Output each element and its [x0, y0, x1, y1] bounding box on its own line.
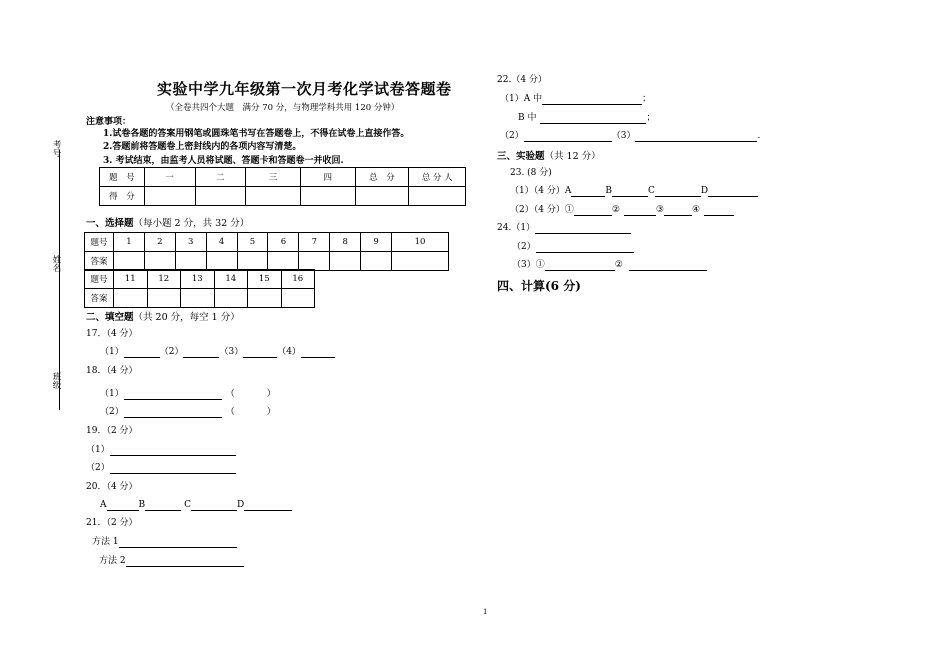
row-label: 答案	[85, 252, 114, 271]
question-number: 3	[175, 233, 206, 252]
score-header: 二	[195, 168, 246, 187]
row-label: 题号	[85, 233, 114, 252]
part-label: B 中	[518, 113, 537, 123]
q22-label: 22.（4 分）	[497, 75, 547, 85]
section1-title: 一、选择题	[86, 218, 134, 229]
part-label: ④	[692, 205, 701, 215]
answer-blank[interactable]	[664, 205, 692, 216]
part-label: ①	[535, 260, 545, 270]
section1-heading	[86, 215, 249, 229]
score-table	[99, 167, 466, 206]
answer-cell[interactable]	[392, 252, 449, 271]
section3-note: （共 12 分）	[544, 151, 601, 162]
part-label: B	[605, 186, 612, 196]
binding-line	[59, 150, 60, 410]
answer-blank[interactable]	[540, 113, 646, 124]
part-label: （1）（4 分）	[510, 186, 565, 196]
part-label: （1）A 中	[500, 94, 543, 104]
section1-note: （每小题 2 分，共 32 分）	[133, 218, 250, 229]
answer-cell[interactable]	[175, 252, 206, 271]
score-header: 题 号	[100, 168, 145, 187]
answer-cell[interactable]	[299, 252, 330, 271]
page-number: 1	[483, 608, 488, 616]
part-label: （2）	[86, 463, 110, 473]
part-label: B	[138, 500, 146, 510]
answer-blank[interactable]	[107, 500, 139, 511]
q19-answer-1	[86, 444, 236, 456]
answer-blank[interactable]	[574, 205, 612, 216]
score-header: 总 分 人	[409, 168, 466, 187]
part-label: C	[184, 500, 192, 510]
choice-table-1	[84, 232, 449, 271]
exam-no-label: 考号	[51, 140, 61, 157]
part-label: 方法 1	[92, 537, 119, 547]
question-number: 11	[114, 270, 148, 289]
score-row-label: 得 分	[100, 187, 145, 206]
q18-label: 18．（4 分）	[86, 366, 138, 376]
answer-cell[interactable]	[147, 289, 181, 308]
answer-cell[interactable]	[206, 252, 237, 271]
question-number: 12	[147, 270, 181, 289]
score-cell[interactable]	[409, 187, 466, 206]
part-label: D	[237, 500, 245, 510]
part-label: ③	[655, 205, 664, 215]
paren-open: （	[225, 407, 235, 417]
part-label: D	[700, 186, 709, 196]
answer-blank[interactable]	[545, 260, 615, 271]
row-label: 题号	[85, 270, 114, 289]
q21-method-2	[99, 555, 244, 567]
part-label: （1）	[100, 347, 124, 357]
score-cell[interactable]	[195, 187, 246, 206]
q18-answer-1	[100, 388, 276, 400]
question-number: 9	[361, 233, 392, 252]
part-label: （3）	[611, 131, 636, 141]
answer-blank[interactable]	[191, 500, 237, 511]
question-number: 8	[330, 233, 361, 252]
part-label: （2）	[500, 131, 524, 141]
answer-blank[interactable]	[119, 537, 237, 548]
score-header: 一	[144, 168, 195, 187]
part-label: 24.（1）	[497, 223, 536, 233]
answer-cell[interactable]	[248, 289, 282, 308]
q22-answer-23	[500, 130, 760, 142]
answer-blank[interactable]	[244, 500, 292, 511]
answer-blank[interactable]	[635, 131, 757, 142]
answer-blank[interactable]	[183, 347, 219, 358]
score-cell[interactable]	[300, 187, 355, 206]
question-number: 14	[214, 270, 248, 289]
part-label: （3）	[219, 347, 244, 357]
part-label: ②	[614, 260, 623, 270]
part-label: C	[647, 186, 655, 196]
semicolon: ；	[642, 94, 652, 104]
question-number: 13	[181, 270, 215, 289]
name-label: 姓名	[51, 255, 61, 272]
part-label: （2）（4 分）	[510, 205, 565, 215]
answer-blank[interactable]	[243, 347, 277, 358]
notes-heading: 注意事项：	[86, 117, 132, 127]
part-label: A	[564, 186, 572, 196]
answer-blank[interactable]	[542, 94, 642, 105]
part-label: （1）	[86, 445, 110, 455]
semicolon: ；	[646, 113, 656, 123]
score-cell[interactable]	[144, 187, 195, 206]
q22-answer-b	[518, 112, 656, 124]
note-item: 2.答题前将答题卷上密封线内的各项内容写清楚。	[103, 142, 302, 152]
q19-label: 19．（2 分）	[86, 426, 138, 436]
answer-cell[interactable]	[281, 289, 315, 308]
q21-label: 21．（2 分）	[86, 518, 138, 528]
question-number: 16	[281, 270, 315, 289]
q20-label: 20．（4 分）	[86, 482, 138, 492]
answer-cell[interactable]	[237, 252, 268, 271]
answer-blank[interactable]	[124, 389, 222, 400]
part-label: （2）	[100, 407, 124, 417]
part-label: 方法 2	[99, 556, 126, 566]
question-number: 5	[237, 233, 268, 252]
part-label: ①	[564, 205, 574, 215]
paren-open: （	[225, 389, 235, 399]
answer-blank[interactable]	[524, 131, 612, 142]
q22-answer-a	[500, 93, 651, 105]
answer-blank[interactable]	[708, 186, 758, 197]
answer-blank[interactable]	[124, 407, 222, 418]
answer-cell[interactable]	[114, 289, 148, 308]
answer-blank[interactable]	[535, 223, 631, 234]
answer-blank[interactable]	[629, 260, 707, 271]
question-number: 1	[114, 233, 145, 252]
answer-cell[interactable]	[330, 252, 361, 271]
question-number: 15	[248, 270, 282, 289]
answer-blank[interactable]	[145, 500, 181, 511]
section2-note: （共 20 分，每空 1 分）	[133, 312, 240, 323]
period: .	[757, 131, 761, 141]
section3-heading	[497, 148, 601, 162]
answer-blank[interactable]	[624, 205, 656, 216]
part-label: （4）	[277, 347, 301, 357]
answer-cell[interactable]	[114, 252, 145, 271]
answer-cell[interactable]	[268, 252, 299, 271]
score-cell[interactable]	[355, 187, 409, 206]
answer-blank[interactable]	[704, 205, 734, 216]
q24-answer-1	[497, 222, 631, 234]
q23-answer-1	[510, 185, 758, 197]
part-label: A	[100, 500, 107, 510]
answer-cell[interactable]	[144, 252, 175, 271]
q24-answer-3	[512, 259, 707, 271]
part-label: （1）	[100, 389, 124, 399]
page-title: 实验中学九年级第一次月考化学试卷答题卷	[157, 80, 452, 98]
q19-answer-2	[86, 462, 236, 474]
answer-blank[interactable]	[126, 556, 244, 567]
note-item: 1.试卷各题的答案用钢笔或圆珠笔书写在答题卷上，不得在试卷上直接作答。	[103, 129, 410, 139]
q24-answer-2	[512, 241, 634, 253]
question-number: 2	[144, 233, 175, 252]
row-label: 答案	[85, 289, 114, 308]
page-subtitle: （全卷共四个大题 满分 70 分，与物理学科共用 120 分钟）	[166, 103, 400, 113]
score-header: 四	[300, 168, 355, 187]
answer-blank[interactable]	[536, 242, 634, 253]
q23-label: 23. (8 分)	[510, 168, 552, 178]
question-number: 7	[299, 233, 330, 252]
q23-answer-2	[510, 204, 734, 216]
answer-blank[interactable]	[655, 186, 701, 197]
answer-cell[interactable]	[361, 252, 392, 271]
choice-table-2	[84, 269, 315, 308]
answer-blank[interactable]	[612, 186, 648, 197]
answer-cell[interactable]	[214, 289, 248, 308]
score-header: 三	[246, 168, 301, 187]
class-label: 班级	[51, 372, 61, 389]
q20-answers	[100, 499, 292, 511]
q17-answers	[100, 346, 335, 358]
part-label: ②	[611, 205, 620, 215]
section3-title: 三、实验题	[497, 151, 545, 162]
question-number: 6	[268, 233, 299, 252]
answer-blank[interactable]	[301, 347, 335, 358]
section2-heading	[86, 309, 240, 323]
score-cell[interactable]	[246, 187, 301, 206]
answer-blank[interactable]	[571, 186, 605, 197]
note-item: 3. 考试结束，由监考人员将试题、答题卡和答题卷一并收回.	[103, 156, 344, 166]
part-label: （2）	[159, 347, 184, 357]
answer-cell[interactable]	[181, 289, 215, 308]
section4-heading: 四、计算(6 分)	[497, 279, 581, 293]
part-label: （2）	[512, 242, 536, 252]
paren-close: ）	[266, 407, 276, 417]
question-number: 4	[206, 233, 237, 252]
paren-close: ）	[266, 389, 276, 399]
q17-label: 17．（4 分）	[86, 329, 138, 339]
question-number: 10	[392, 233, 449, 252]
part-label: （3）	[512, 260, 536, 270]
answer-blank[interactable]	[124, 347, 160, 358]
answer-blank[interactable]	[110, 445, 236, 456]
answer-blank[interactable]	[110, 463, 236, 474]
q21-method-1	[92, 536, 237, 548]
section2-title: 二、填空题	[86, 312, 134, 323]
q18-answer-2	[100, 406, 276, 418]
score-header: 总 分	[355, 168, 409, 187]
